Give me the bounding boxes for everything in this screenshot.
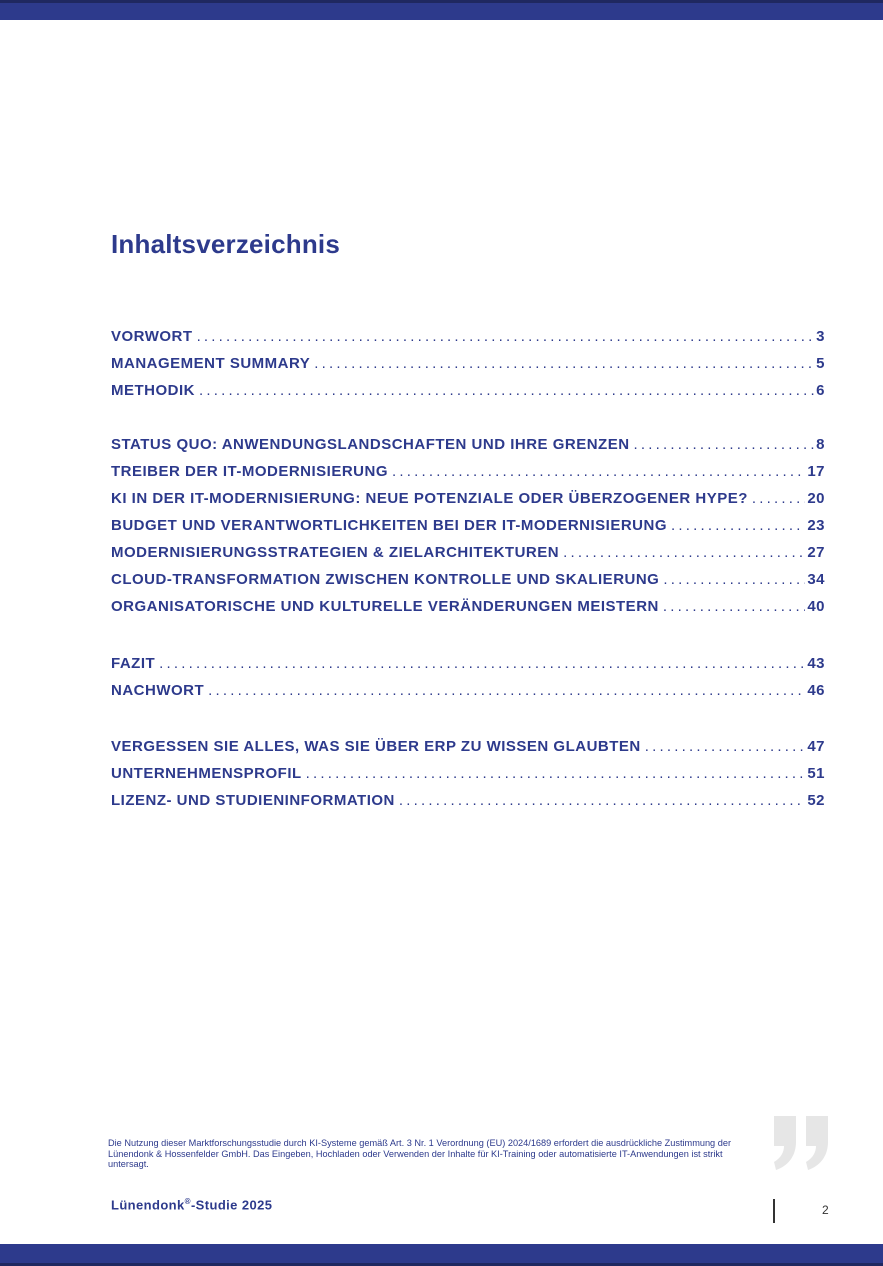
- toc-dot-leader: [314, 355, 814, 372]
- page-number-divider: [773, 1199, 775, 1223]
- study-brand: Lünendonk: [111, 1197, 185, 1213]
- toc-dot-leader: [663, 598, 805, 615]
- toc-dot-leader: [671, 517, 805, 534]
- toc-entry-label: VORWORT: [111, 328, 193, 345]
- toc-dot-leader: [208, 682, 805, 699]
- toc-entry-label: VERGESSEN SIE ALLES, WAS SIE ÜBER ERP ZU WISSEN GLAUBTEN: [111, 738, 641, 755]
- toc-entry-label: UNTERNEHMENSPROFIL: [111, 765, 302, 782]
- toc-dot-leader: [392, 463, 805, 480]
- toc-dot-leader: [306, 765, 806, 782]
- toc-group-2: [111, 436, 825, 625]
- toc-entry-label: METHODIK: [111, 382, 195, 399]
- toc-entry-cloud[interactable]: [111, 571, 825, 598]
- toc-entry-label: TREIBER DER IT-MODERNISIERUNG: [111, 463, 389, 480]
- toc-page-number: 20: [807, 490, 825, 507]
- toc-entry-unternehmensprofil[interactable]: [111, 765, 825, 792]
- toc-entry-management-summary[interactable]: [111, 355, 825, 382]
- toc-dot-leader: [752, 490, 805, 507]
- top-accent-bar: [0, 0, 883, 20]
- toc-page-number: 47: [807, 738, 825, 755]
- toc-dot-leader: [399, 792, 805, 809]
- toc-dot-leader: [645, 738, 806, 755]
- toc-group-4: [111, 738, 825, 819]
- registered-mark: ®: [184, 1197, 191, 1206]
- toc-dot-leader: [197, 328, 815, 345]
- ai-usage-notice: Die Nutzung dieser Marktforschungsstudie durch KI-Systeme gemäß Art. 3 Nr. 1 Verordnung (EU) 2024/1689 erfordert die ausdrückliche Zustimmung der Lünendonk & Hossenfelder GmbH. Das Eingeben, Hochladen oder Verwenden der Inhalte für KI-Training oder automatisierte IT-Anwendungen ist strikt untersagt.: [108, 1138, 732, 1170]
- toc-entry-erp[interactable]: [111, 738, 825, 765]
- toc-dot-leader: [159, 655, 805, 672]
- toc-page-number: 52: [807, 792, 825, 809]
- toc-entry-vorwort[interactable]: [111, 328, 825, 355]
- toc-page-number: 23: [807, 517, 825, 534]
- study-label: [111, 1197, 272, 1212]
- toc-page-number: 27: [807, 544, 825, 561]
- toc-page-number: 5: [816, 355, 825, 372]
- bottom-accent-bar: [0, 1244, 883, 1266]
- page-number: 2: [822, 1203, 829, 1217]
- toc-page-number: 46: [807, 682, 825, 699]
- toc-entry-label: MANAGEMENT SUMMARY: [111, 355, 311, 372]
- toc-page-number: 43: [807, 655, 825, 672]
- toc-entry-treiber[interactable]: [111, 463, 825, 490]
- toc-entry-nachwort[interactable]: [111, 682, 825, 709]
- toc-entry-budget[interactable]: [111, 517, 825, 544]
- toc-entry-organisation[interactable]: [111, 598, 825, 625]
- toc-dot-leader: [563, 544, 805, 561]
- toc-entry-lizenz[interactable]: [111, 792, 825, 819]
- toc-dot-leader: [634, 436, 815, 453]
- toc-entry-strategien[interactable]: [111, 544, 825, 571]
- toc-dot-leader: [199, 382, 814, 399]
- toc-entry-label: STATUS QUO: ANWENDUNGSLANDSCHAFTEN UND IHRE GRENZEN: [111, 436, 630, 453]
- toc-page-number: 3: [816, 328, 825, 345]
- toc-entry-label: LIZENZ- UND STUDIENINFORMATION: [111, 792, 395, 809]
- toc-entry-label: ORGANISATORISCHE UND KULTURELLE VERÄNDERUNGEN MEISTERN: [111, 598, 659, 615]
- toc-page-number: 51: [807, 765, 825, 782]
- toc-page-number: 40: [807, 598, 825, 615]
- toc-page-number: 6: [816, 382, 825, 399]
- toc-entry-label: MODERNISIERUNGSSTRATEGIEN & ZIELARCHITEKTUREN: [111, 544, 560, 561]
- toc-page-number: 8: [816, 436, 825, 453]
- toc-group-1: [111, 328, 825, 409]
- study-suffix: -Studie 2025: [190, 1197, 273, 1213]
- toc-group-3: [111, 655, 825, 709]
- toc-entry-label: BUDGET UND VERANTWORTLICHKEITEN BEI DER IT-MODERNISIERUNG: [111, 517, 668, 534]
- toc-entry-label: KI IN DER IT-MODERNISIERUNG: NEUE POTENZIALE ODER ÜBERZOGENER HYPE?: [111, 490, 748, 507]
- toc-entry-ki[interactable]: [111, 490, 825, 517]
- toc-entry-label: NACHWORT: [111, 682, 205, 699]
- toc-entry-label: FAZIT: [111, 655, 156, 672]
- toc-entry-fazit[interactable]: [111, 655, 825, 682]
- toc-page-number: 17: [807, 463, 825, 480]
- toc-entry-status-quo[interactable]: [111, 436, 825, 463]
- closing-quote-icon: [770, 1110, 836, 1174]
- toc-page-number: 34: [807, 571, 825, 588]
- page-title: Inhaltsverzeichnis: [111, 229, 341, 259]
- toc-entry-methodik[interactable]: [111, 382, 825, 409]
- toc-entry-label: CLOUD-TRANSFORMATION ZWISCHEN KONTROLLE UND SKALIERUNG: [111, 571, 660, 588]
- toc-dot-leader: [663, 571, 805, 588]
